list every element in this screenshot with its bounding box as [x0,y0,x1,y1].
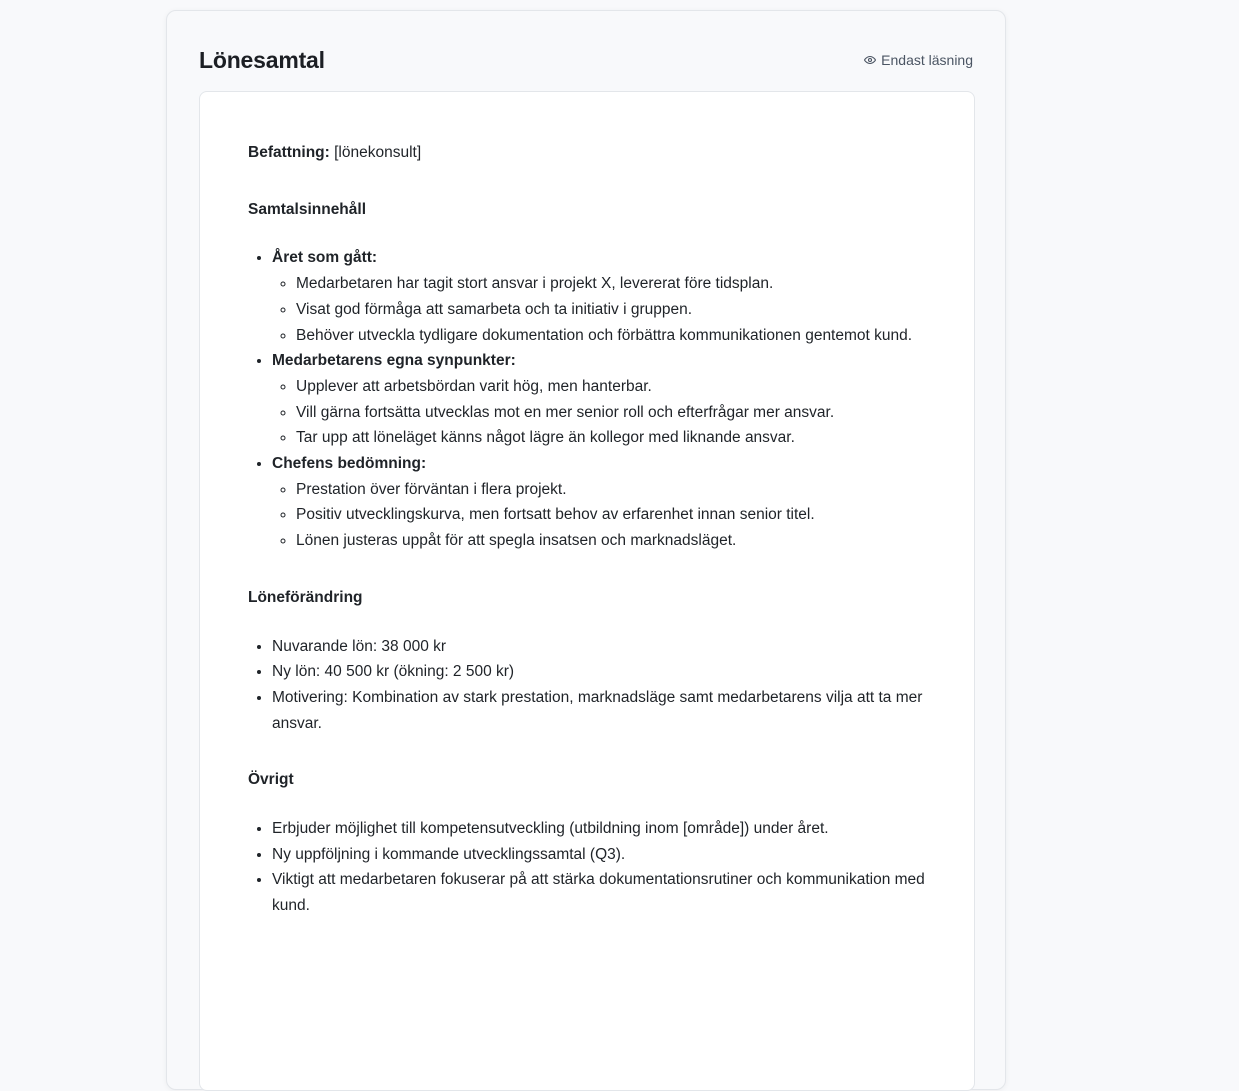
readonly-label: Endast läsning [881,52,973,68]
page-title: Lönesamtal [199,46,325,73]
list-item: • Ny lön: 40 500 kr (ökning: 2 500 kr) [272,659,926,685]
document-body[interactable] [199,91,975,1091]
salary-change-list [248,634,926,737]
group-title: Medarbetarens egna synpunkter: [272,352,516,370]
list-item: • Viktigt att medarbetaren fokuserar på att stärka dokumentationsrutiner och kommunikation med kund. [272,867,926,918]
sub-list [272,374,926,451]
eye-icon [864,54,876,66]
list-item [272,451,926,554]
position-label: Befattning: [248,144,330,161]
list-item: ◦ Positiv utvecklingskurva, men fortsatt behov av erfarenhet innan senior titel. [296,502,926,528]
list-item [272,245,926,348]
section-heading-conversation: Samtalsinnehåll [248,200,367,218]
list-item: ◦ Visat god förmåga att samarbeta och ta initiativ i gruppen. [296,297,926,323]
conversation-list [248,245,926,553]
section-heading-salary-change: Löneförändring [248,588,363,606]
list-item: ◦ Behöver utveckla tydligare dokumentation och förbättra kommunikationen gentemot kund. [296,323,926,349]
list-item: ◦ Tar upp att löneläget känns något lägre än kollegor med liknande ansvar. [296,425,926,451]
list-item: ◦ Medarbetaren har tagit stort ansvar i projekt X, levererat före tidsplan. [296,271,926,297]
list-item: • Erbjuder möjlighet till kompetensutveckling (utbildning inom [område]) under året. [272,816,926,842]
list-item: ◦ Lönen justeras uppåt för att spegla insatsen och marknadsläget. [296,528,926,554]
other-list [248,816,926,919]
group-title: Chefens bedömning: [272,455,427,473]
list-item: • Ny uppföljning i kommande utvecklingssamtal (Q3). [272,842,926,868]
card-header [199,43,973,77]
position-value: [lönekonsult] [334,144,422,161]
salary-review-card [166,10,1006,1090]
sub-list [272,271,926,348]
position-line [248,140,926,166]
list-item [272,348,926,451]
list-item: ◦ Upplever att arbetsbördan varit hög, men hanterbar. [296,374,926,400]
list-item: • Nuvarande lön: 38 000 kr [272,634,926,660]
list-item: ◦ Vill gärna fortsätta utvecklas mot en mer senior roll och efterfrågar mer ansvar. [296,400,926,426]
section-heading-other: Övrigt [248,771,294,789]
list-item: • Motivering: Kombination av stark prestation, marknadsläge samt medarbetarens vilja att ta mer ansvar. [272,685,926,736]
list-item: ◦ Prestation över förväntan i flera projekt. [296,477,926,503]
sub-list [272,477,926,554]
group-title: Året som gått: [272,249,378,267]
readonly-indicator [864,52,973,68]
